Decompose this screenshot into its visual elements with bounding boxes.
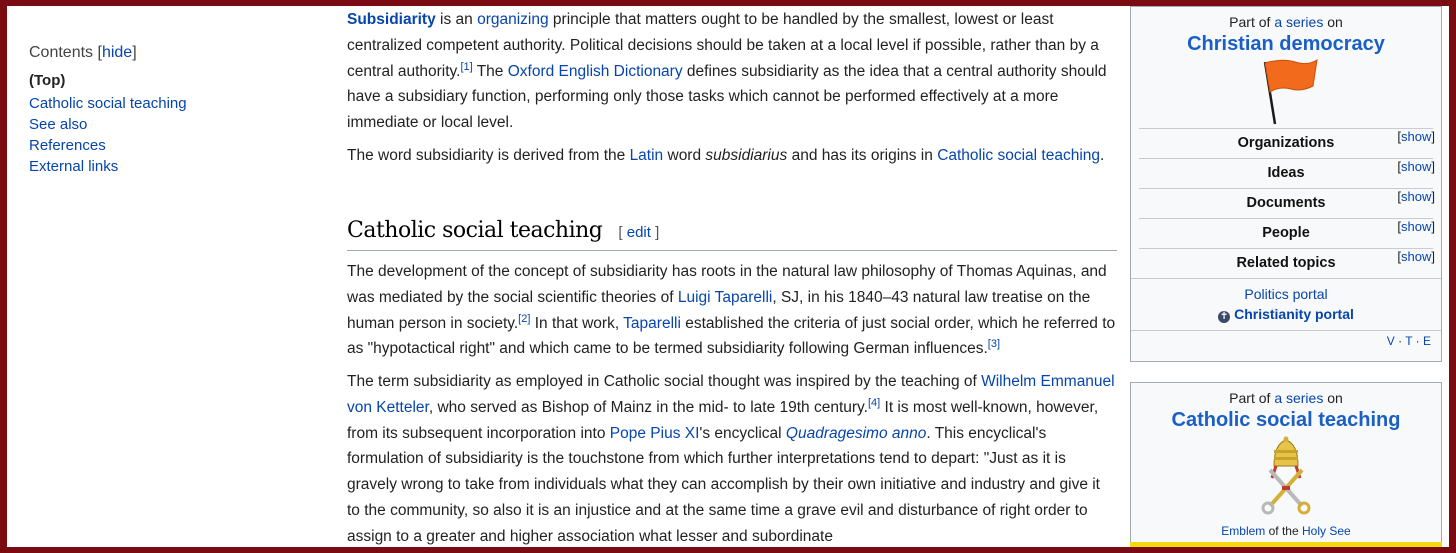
navbox-vte: V · T · E: [1131, 330, 1441, 348]
text: principle that matters ought to be handled by the smallest, lowest or least centralized competent authority. Political decisions should be taken at a local level if possible, rather than by a central authority.: [347, 11, 1099, 80]
politics-portal-link[interactable]: Politics portal: [1244, 286, 1328, 302]
text: is an: [435, 11, 478, 28]
infobox-portals: [1131, 278, 1441, 324]
show-toggle[interactable]: show: [1401, 159, 1432, 174]
link-ketteler[interactable]: Wilhelm Emmanuel von Ketteler: [347, 373, 1115, 416]
infobox-part-of: [1131, 390, 1441, 406]
show-toggle[interactable]: show: [1401, 129, 1432, 144]
text: on: [1323, 390, 1343, 406]
infobox-title[interactable]: [1131, 409, 1441, 432]
ref-3[interactable]: [3]: [987, 338, 1001, 351]
link-organizing[interactable]: organizing: [477, 11, 549, 28]
infobox-christian-democracy: [1130, 6, 1442, 362]
link-a-series[interactable]: a series: [1274, 390, 1324, 406]
link-subsidiarity[interactable]: Subsidiarity: [347, 11, 436, 28]
page-frame: [7, 6, 1449, 547]
paragraph-etymology: [347, 143, 1117, 169]
text: 's encyclical: [699, 424, 786, 442]
infobox-accent-bar: [1130, 542, 1442, 547]
row-label: Related topics: [1236, 255, 1336, 271]
infobox-title-link[interactable]: Catholic social teaching: [1171, 409, 1401, 431]
orange-flag-icon: [1253, 56, 1323, 128]
link-quadragesimo-anno[interactable]: Quadragesimo anno: [785, 424, 927, 442]
show-toggle[interactable]: show: [1401, 249, 1432, 264]
text: The development of the concept of subsidiarity has roots in the natural law philosophy of Thomas Aquinas, and was mediated by the social scientific theories of: [347, 263, 1107, 306]
text: defines subsidiarity as the idea that a central authority should have a subsidiary function, performing only those tasks which cannot be performed effectively at a more immediate or local level.: [347, 62, 1107, 132]
text: . This encyclical's formulation of subsidiarity is the touchstone from which further interpretations tend to depart: "Just as it is gravely wrong to take from individuals what they can accomplish by their own initiative and industry and give it to the community, so also it is an injustice and at the same time a grave evil and disturbance of right order to assign to a greater and higher association what lesser and subordinate: [347, 424, 1100, 545]
text: of the: [1265, 524, 1302, 538]
toc-item-catholic-social-teaching[interactable]: Catholic social teaching: [29, 95, 187, 112]
infobox-row-related-topics[interactable]: Related topics [show]: [1139, 248, 1433, 278]
row-label: Ideas: [1267, 165, 1305, 181]
row-label: Documents: [1246, 195, 1326, 211]
text: word: [663, 147, 706, 164]
paragraph-intro: [347, 7, 1117, 136]
link-pope-pius-xi[interactable]: Pope Pius XI: [609, 424, 700, 442]
link-taparelli[interactable]: Taparelli: [623, 314, 681, 332]
holy-see-link[interactable]: Holy See: [1302, 524, 1351, 538]
ref-4[interactable]: [4]: [867, 396, 881, 409]
section-heading-text: Catholic social teaching: [347, 218, 603, 243]
italic-term: subsidiarius: [705, 147, 788, 164]
paragraph-development: [347, 259, 1117, 362]
toc-item-top[interactable]: (Top): [29, 72, 66, 89]
link-oed[interactable]: Oxford English Dictionary: [507, 62, 683, 80]
link-a-series[interactable]: a series: [1274, 14, 1324, 30]
toc-item-references[interactable]: References: [29, 137, 106, 154]
text: .: [1100, 147, 1105, 164]
show-toggle[interactable]: show: [1401, 219, 1432, 234]
vte-talk-link[interactable]: T: [1405, 334, 1413, 348]
edit-section-link[interactable]: edit: [626, 224, 651, 241]
paragraph-term: [347, 369, 1117, 547]
infobox-row-people[interactable]: People [show]: [1139, 218, 1433, 248]
text: , SJ, in his 1840–43 natural law treatise on the human person in society.: [347, 288, 1091, 332]
text: and has its origins in: [787, 147, 938, 164]
infobox-row-organizations[interactable]: Organizations [show]: [1139, 128, 1433, 158]
text: The word subsidiarity is derived from the: [347, 147, 630, 164]
papal-emblem-icon: [1256, 436, 1316, 516]
infobox-title[interactable]: [1131, 33, 1441, 56]
text: Part of: [1229, 14, 1275, 30]
vte-view-link[interactable]: V: [1386, 334, 1395, 348]
flag-image[interactable]: [1131, 56, 1441, 128]
table-of-contents: [29, 44, 229, 181]
infobox-rows: [1139, 128, 1433, 278]
toc-title: Contents: [29, 44, 94, 61]
text: Part of: [1229, 390, 1275, 406]
text: It is most well-known, however, from its subsequent incorporation into: [347, 398, 1099, 442]
emblem-caption: [1131, 524, 1441, 538]
toc-item-see-also[interactable]: See also: [29, 116, 88, 133]
infobox-part-of: [1131, 14, 1441, 30]
infobox-row-ideas[interactable]: Ideas [show]: [1139, 158, 1433, 188]
infobox-title-link[interactable]: Christian democracy: [1187, 33, 1385, 55]
ref-2[interactable]: [2]: [518, 312, 531, 325]
text: established the criteria of just social order, which he referred to as "hypotactical right" and which came to be termed subsidiarity following German influences.: [347, 314, 1116, 358]
infobox-row-documents[interactable]: Documents [show]: [1139, 188, 1433, 218]
ref-1[interactable]: [1]: [460, 60, 473, 73]
vte-edit-link[interactable]: E: [1422, 334, 1431, 348]
row-label: Organizations: [1237, 135, 1335, 151]
toc-hide-link[interactable]: hide: [101, 44, 133, 61]
emblem-link[interactable]: Emblem: [1221, 524, 1266, 538]
infobox-catholic-social-teaching: [1130, 382, 1442, 547]
text: In that work,: [530, 314, 624, 332]
link-luigi-taparelli[interactable]: Luigi Taparelli: [677, 288, 773, 306]
text: The: [472, 62, 508, 80]
link-catholic-social-teaching[interactable]: Catholic social teaching: [937, 147, 1101, 164]
text: on: [1323, 14, 1343, 30]
section-heading: Catholic social teaching [ edit ]: [347, 218, 1117, 251]
toc-item-external-links[interactable]: External links: [29, 158, 119, 175]
christianity-portal-icon: ✝: [1219, 311, 1229, 322]
link-latin[interactable]: Latin: [629, 147, 664, 164]
text: , who served as Bishop of Mainz in the mid- to late 19th century.: [428, 398, 868, 416]
toc-header: Contents [hide]: [29, 44, 137, 61]
christianity-portal-link[interactable]: Christianity portal: [1234, 306, 1354, 322]
show-toggle[interactable]: show: [1401, 189, 1432, 204]
holy-see-emblem-image[interactable]: [1131, 436, 1441, 518]
row-label: People: [1262, 225, 1310, 241]
text: The term subsidiarity as employed in Catholic social thought was inspired by the teaching of: [347, 373, 982, 390]
